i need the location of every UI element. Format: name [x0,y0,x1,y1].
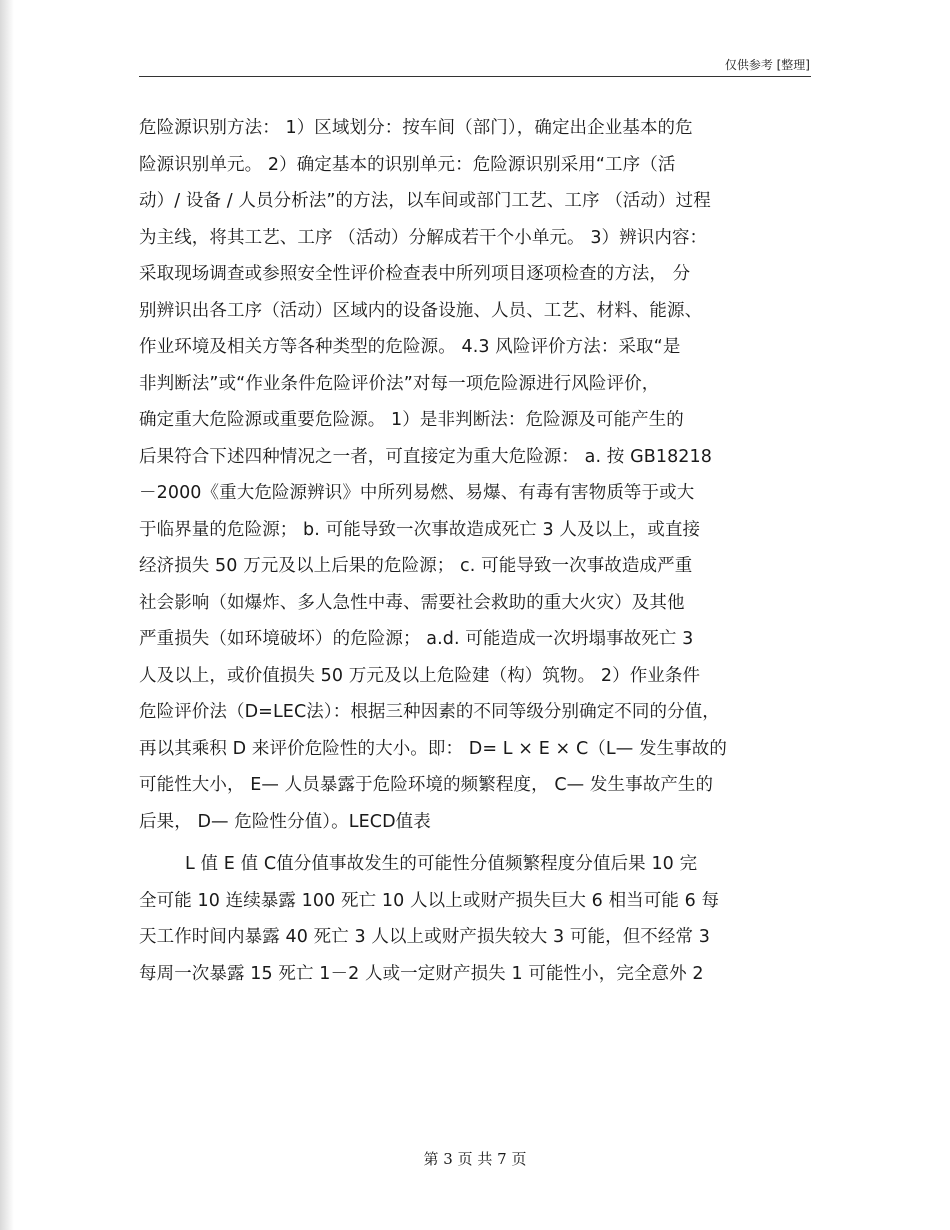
text-line: 社会影响（如爆炸、多人急性中毒、需要社会救助的重大火灾）及其他 [139,592,685,613]
text-line: 人及以上，或价值损失 50 万元及以上危险建（构）筑物。 2）作业条件 [139,665,701,686]
text-line: 非判断法”或“作业条件危险评价法”对每一项危险源进行风险评价， [139,373,660,394]
page-edge-shadow [0,0,14,1230]
text-line: 全可能 10 连续暴露 100 死亡 10 人以上或财产损失巨大 6 相当可能 6 每 [139,890,720,911]
header-note: 仅供参考 [整理] [724,58,810,72]
text-line: 可能性大小， E— 人员暴露于危险环境的频繁程度， C— 发生事故产生的 [139,775,714,795]
text-line: 危险评价法（D=LEC法）：根据三种因素的不同等级分别确定不同的分值， [139,702,720,722]
body-text [139,110,819,992]
text-line: 天工作时间内暴露 40 死亡 3 人以上或财产损失较大 3 可能，但不经常 3 [139,927,711,947]
page-number-footer: 第 3 页 共 7 页 [423,1150,527,1168]
text-line: 严重损失（如环境破坏）的危险源； a.d. 可能造成一次坍塌事故死亡 3 [139,629,694,649]
text-line: L 值 E 值 C值分值事故发生的可能性分值频繁程度分值后果 10 完 [185,854,698,874]
text-line: 作业环境及相关方等各种类型的危险源。 4.3 风险评价方法：采取“是 [139,337,681,357]
text-line: －2000《重大危险源辨识》中所列易燃、易爆、有毒有害物质等于或大 [139,483,695,503]
text-line: 别辨识出各工序（活动）区域内的设备设施、人员、工艺、材料、能源、 [139,300,703,321]
header-rule [139,76,811,77]
text-line: 后果， D— 危险性分值）。LECD值表 [139,811,431,832]
text-line: 经济损失 50 万元及以上后果的危险源； c. 可能导致一次事故造成严重 [139,556,693,576]
text-line: 动）/ 设备 / 人员分析法”的方法，以车间或部门工艺、工序 （活动）过程 [139,191,711,211]
text-line: 危险源识别方法： 1）区域划分：按车间（部门），确定出企业基本的危 [139,118,693,138]
text-line: 为主线，将其工艺、工序 （活动）分解成若干个小单元。 3）辨识内容： [139,227,708,248]
text-line: 再以其乘积 D 来评价危险性的大小。即： D= L × E × C（L— 发生事故的 [139,738,727,759]
text-line: 采取现场调查或参照安全性评价检查表中所列项目逐项检查的方法， 分 [139,264,691,284]
text-line: 险源识别单元。 2）确定基本的识别单元：危险源识别采用“工序（活 [139,154,676,175]
text-line: 每周一次暴露 15 死亡 1－2 人或一定财产损失 1 可能性小，完全意外 2 [139,963,704,984]
text-line: 于临界量的危险源； b. 可能导致一次事故造成死亡 3 人及以上，或直接 [139,519,701,540]
text-line: 确定重大危险源或重要危险源。 1）是非判断法：危险源及可能产生的 [139,410,684,430]
text-line: 后果符合下述四种情况之一者，可直接定为重大危险源： a. 按 GB18218 [139,446,713,467]
